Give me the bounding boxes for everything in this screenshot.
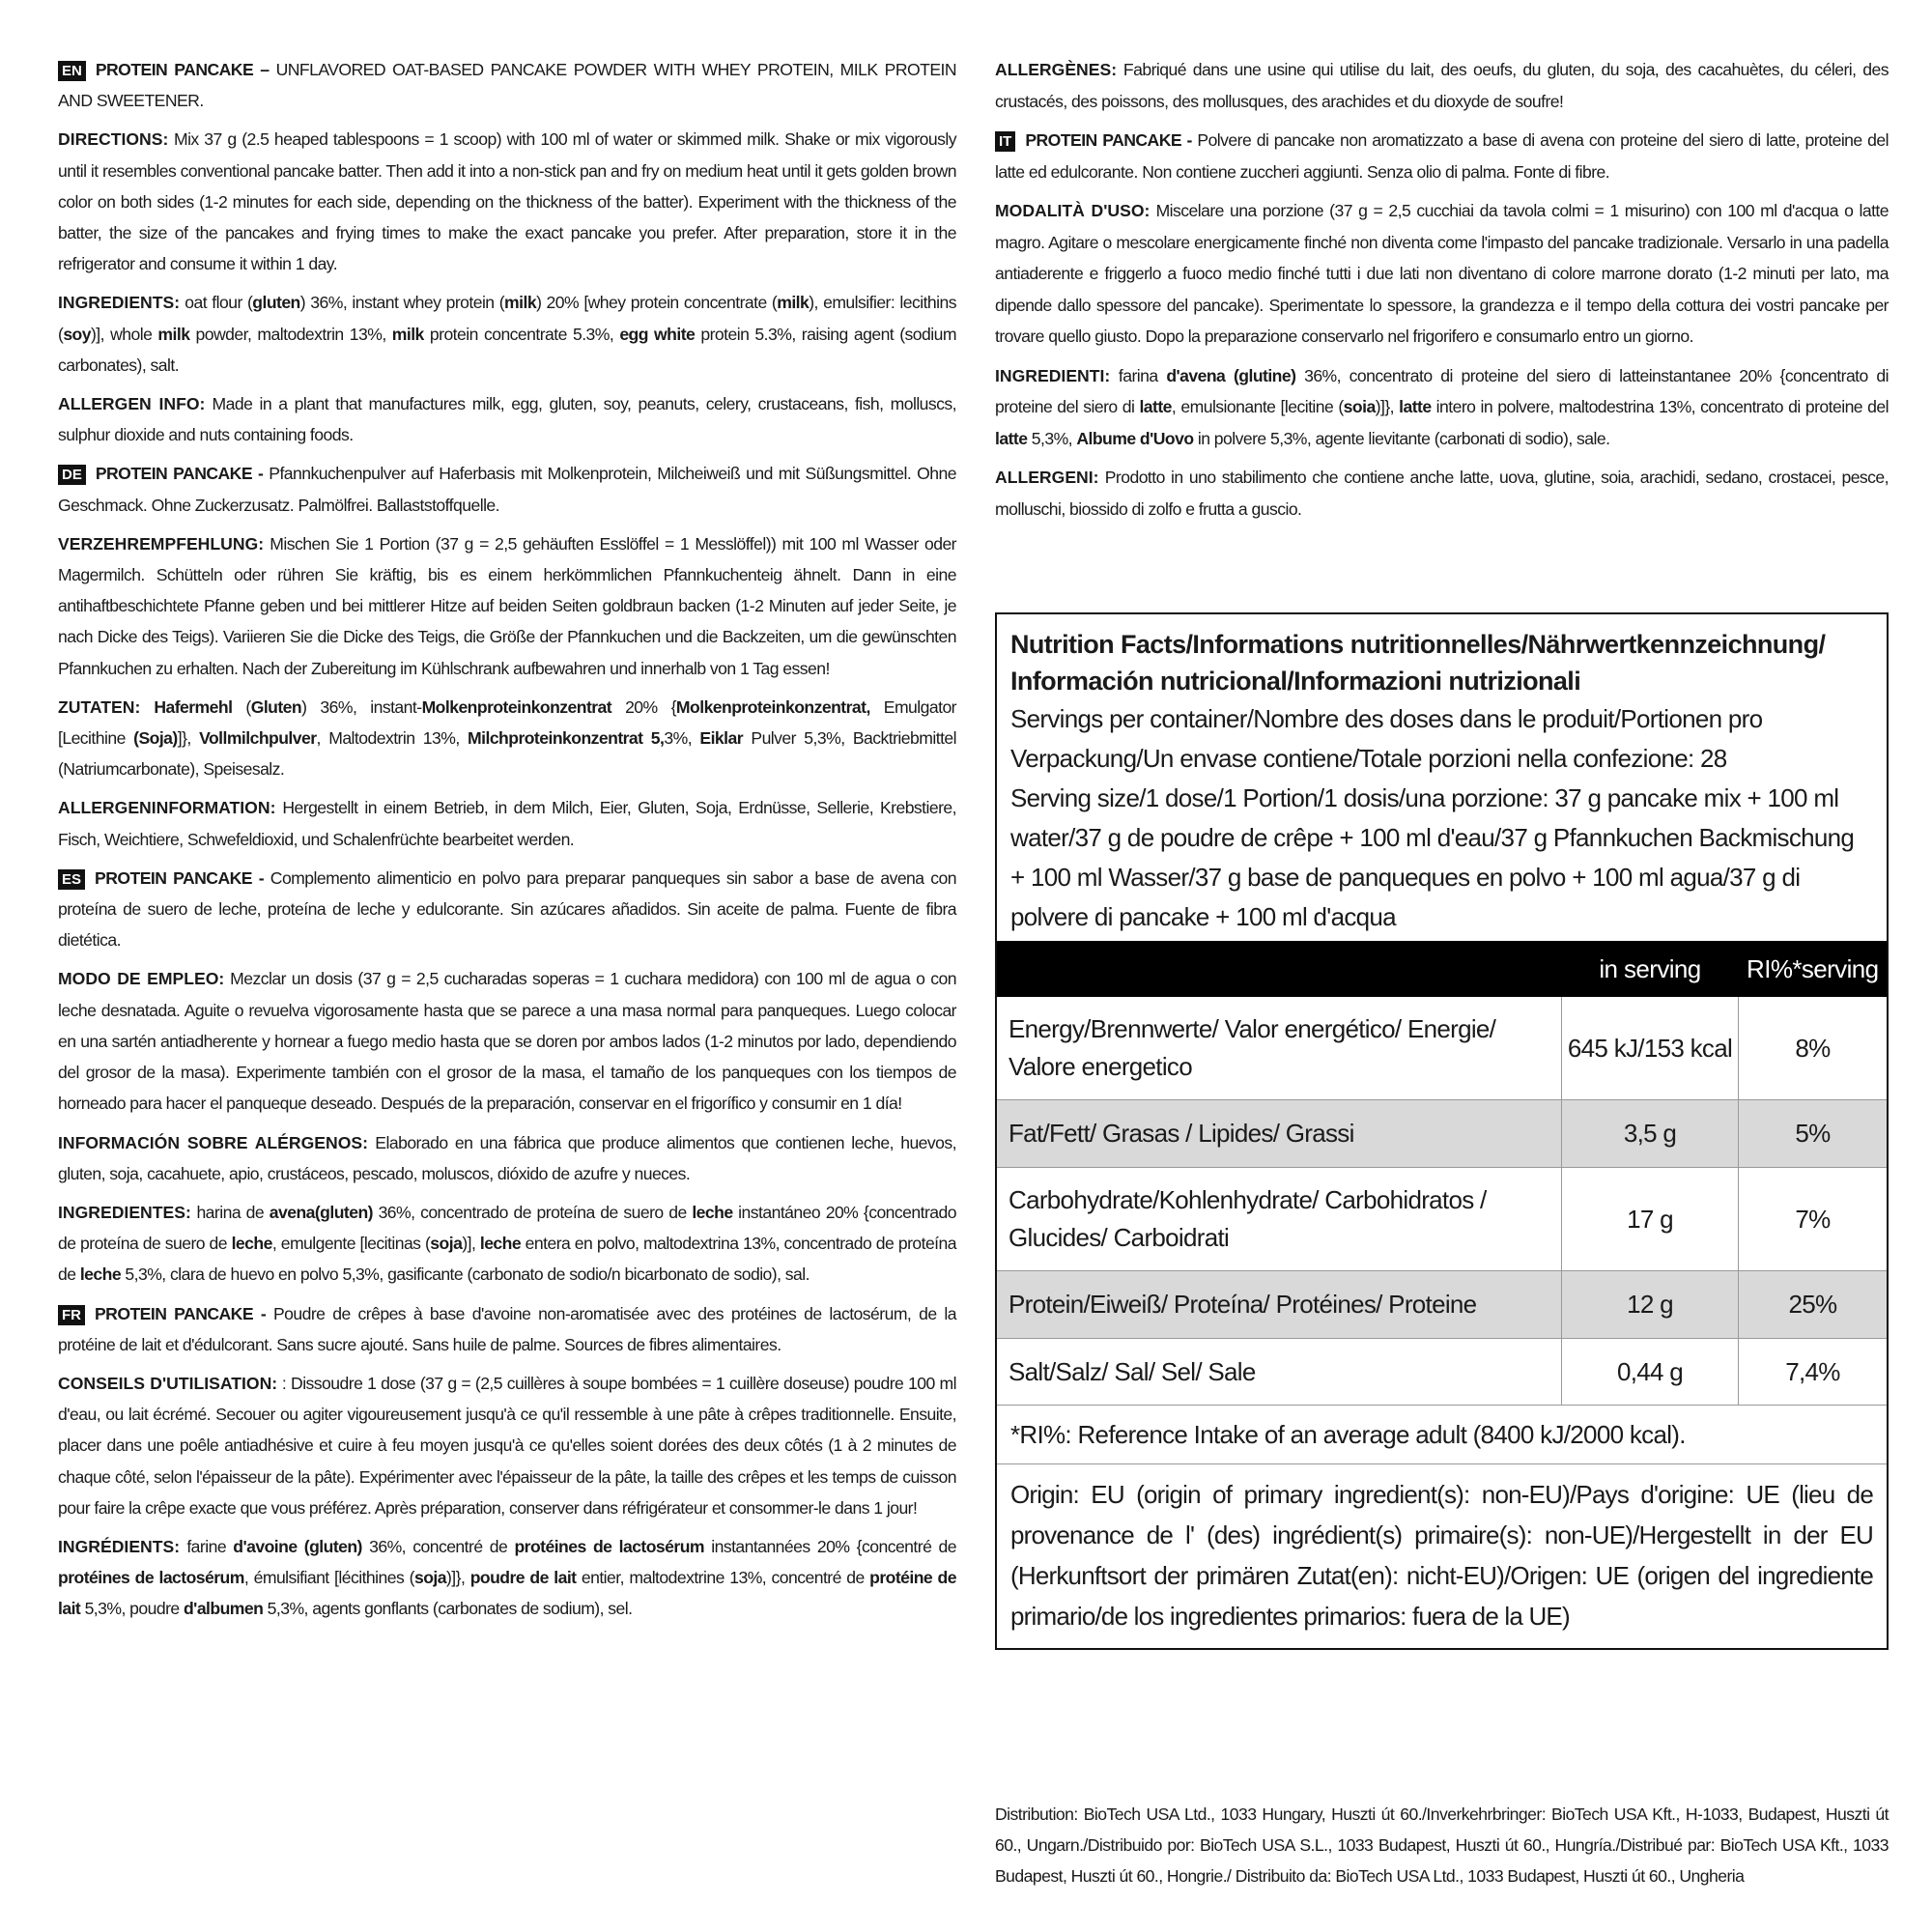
table-row <box>997 997 1887 1100</box>
en-intro <box>58 54 956 116</box>
fr-allergen-label: ALLERGÈNES: <box>995 60 1118 79</box>
es-allergen-label: INFORMACIÓN SOBRE ALÉRGENOS: <box>58 1132 368 1152</box>
it-intro <box>995 125 1889 187</box>
es-directions-label: MODO DE EMPLEO: <box>58 969 225 989</box>
ing-part: 36%, concentré de <box>361 1536 515 1556</box>
de-allergen-label: ALLERGENINFORMATION: <box>58 798 276 818</box>
ing-part: powder, maltodextrin 13%, <box>189 324 392 344</box>
ing-part: ]}, <box>177 728 200 749</box>
ing-allergen: Vollmilchpulver <box>199 728 317 749</box>
nutrition-table <box>997 941 1887 1406</box>
nutrition-facts-box <box>995 612 1889 1650</box>
ing-allergen: milk <box>391 324 424 344</box>
it-directions-text: Miscelare una porzione (37 g = 2,5 cucchiai da tavola colmi = 1 misurino) con 100 ml d'acqua o latte magro. Agitare o mescolare energicamente finché non diventa come l'impasto del pancake tradizionale. Versarlo in una padella antiaderente e friggerlo a fuoco medio finché tutti i due lati non diventano di colore marrone dorato (1-2 minuti per lato, ma dipende dallo spessore del pancake). Sperimentate lo spessore, la grandezza e il tempo della cottura dei vostri pancake per trovare quello giusto. Dopo la preparazione conservarlo nel frigorifero e consumarlo entro un giorno. <box>995 201 1889 346</box>
ing-part: farine <box>180 1536 234 1556</box>
ing-part: 5,3%, <box>1027 428 1077 448</box>
lang-badge-fr: FR <box>58 1305 85 1325</box>
ing-allergen: d'albumen <box>183 1599 264 1619</box>
table-row <box>997 1100 1887 1168</box>
ing-allergen: Milchproteinkonzentrat 5, <box>468 728 665 749</box>
ing-part: 36%, concentrato di proteine del siero di latteinstantanee 20% {concentrato di proteine del siero di <box>995 365 1889 416</box>
es-intro <box>58 863 956 956</box>
fr-intro <box>58 1298 956 1360</box>
ing-part: ( <box>232 696 251 717</box>
ing-allergen: egg white <box>619 324 696 344</box>
ing-part: ) 36%, instant- <box>301 696 422 717</box>
ing-allergen: d'avoine (gluten) <box>233 1536 362 1556</box>
ing-allergen: Albume d'Uovo <box>1076 428 1194 448</box>
nutrient-ri: 5% <box>1739 1100 1888 1168</box>
es-title: PROTEIN PANCAKE - <box>95 867 265 888</box>
ing-part: ), emulsifier: lecithins ( <box>58 293 957 344</box>
es-allergen <box>58 1127 956 1189</box>
servings-per-container: Servings per container/Nombre des doses dans le produit/Portionen pro Verpackung/Un envase contiene/Totale porzioni nella confezione: 28 <box>1010 704 1763 773</box>
de-ingredients <box>58 692 956 785</box>
ing-allergen: d'avena (glutine) <box>1166 365 1296 385</box>
ing-allergen: leche <box>231 1234 272 1254</box>
es-ingredients <box>58 1197 956 1291</box>
fr-directions-text: : Dissoudre 1 dose (37 g = (2,5 cuillères à soupe bombées = 1 cuillère doseuse) poudre 100 ml d'eau, ou lait écrémé. Secouer ou agiter vigoureusement jusqu'à ce qu'il ressemble à une pâte à crêpes traditionnelle. Ensuite, placer dans une poêle antiadhésive et cuire à feu moyen jusqu'à ce qu'elles soient dorées des deux côtés (1 à 2 minutes de chaque côté, selon l'épaisseur de la pâte). Expérimenter avec l'épaisseur de la pâte, la taille des crêpes et les temps de cuisson pour faire la crêpe exacte que vous préférez. Après préparation, conserver dans réfrigérateur et consommer-le dans 1 jour! <box>58 1373 956 1518</box>
ing-allergen: protéine de lait <box>58 1568 956 1619</box>
ing-part: ) 36%, instant whey protein ( <box>299 293 505 313</box>
ing-allergen: latte <box>1399 397 1432 416</box>
nutrient-value: 645 kJ/153 kcal <box>1562 997 1739 1100</box>
ing-allergen: soja <box>413 1568 446 1588</box>
ing-allergen: soia <box>1343 397 1376 416</box>
it-subtitle: Polvere di pancake non aromatizzato a base di avena con proteine del siero di latte, proteine del latte ed edulcorante. Non contiene zuccheri aggiunti. Senza olio di palma. Fonte di fibre. <box>995 130 1889 182</box>
ing-allergen: latte <box>995 428 1028 448</box>
ing-part: , Maltodextrin 13%, <box>316 728 469 749</box>
it-title: PROTEIN PANCAKE - <box>1025 130 1192 150</box>
ing-part: 36%, concentrado de proteína de suero de <box>372 1202 693 1222</box>
ing-allergen: milk <box>504 293 537 313</box>
fr-ingredients <box>58 1531 956 1625</box>
ing-part: , emulgente [lecitinas ( <box>271 1234 431 1254</box>
en-allergen <box>58 388 956 450</box>
nutrition-table-header <box>997 941 1887 997</box>
table-row <box>997 1168 1887 1271</box>
nutrition-title-2: Información nutricional/Informazioni nutrizionali <box>1010 667 1581 696</box>
it-allergen <box>995 462 1889 525</box>
ing-part: )], <box>462 1234 480 1254</box>
nutrient-name: Carbohydrate/Kohlenhydrate/ Carbohidratos / Glucides/ Carboidrati <box>997 1168 1562 1271</box>
ing-part: )], whole <box>90 324 158 344</box>
nutrient-value: 3,5 g <box>1562 1100 1739 1168</box>
ing-part: oat flour ( <box>180 293 253 313</box>
lang-badge-de: DE <box>58 465 86 485</box>
ing-part: entera en polvo, maltodextrina 13%, concentrado de proteína de <box>58 1234 956 1285</box>
de-ingredients-label: ZUTATEN: <box>58 696 141 717</box>
en-allergen-text: Made in a plant that manufactures milk, egg, gluten, soy, peanuts, celery, crustaceans, fish, molluscs, sulphur dioxide and nuts containing foods. <box>58 394 956 445</box>
fr-allergen-text: Fabriqué dans une usine qui utilise du lait, des oeufs, du gluten, du soja, des cacahuètes, du céleri, des crustacés, des poissons, des mollusques, des arachides et du dioxyde de soufre! <box>995 60 1889 111</box>
fr-title: PROTEIN PANCAKE - <box>95 1303 267 1323</box>
it-ingredients <box>995 360 1889 455</box>
origin-statement: Origin: EU (origin of primary ingredient(s): non-EU)/Pays d'origine: UE (lieu de provenance de l' (des) ingrédient(s) primaire(s): non-UE)/Hergestellt in der EU (Herkunftsort der primären Zutat(en): nicht-EU)/Origen: UE (origen del ingrediente primario/de los ingredientes primarios: fuera de la UE) <box>1010 1480 1873 1631</box>
serving-size: Serving size/1 dose/1 Portion/1 dosis/una porzione: 37 g pancake mix + 100 ml water/37 g de poudre de crêpe + 100 ml d'eau/37 g Pfannkuchen Backmischung + 100 ml Wasser/37 g base de panqueques en polvo + 100 ml agua/37 g di polvere di pancake + 100 ml d'acqua <box>1010 783 1855 931</box>
nutrient-name: Salt/Salz/ Sal/ Sel/ Sale <box>997 1339 1562 1406</box>
de-allergen-text: Hergestellt in einem Betrieb, in dem Milch, Eier, Gluten, Soja, Erdnüsse, Sellerie, Krebstiere, Fisch, Weichtiere, Schwefeldioxid, und Schalenfrüchte bearbeitet werden. <box>58 798 956 849</box>
it-ingredients-label: INGREDIENTI: <box>995 365 1111 385</box>
nutrition-header <box>997 614 1887 941</box>
ing-allergen: Hafermehl <box>154 696 233 717</box>
ing-allergen: (Soja) <box>133 728 178 749</box>
ing-allergen: gluten <box>252 293 300 313</box>
es-directions-text: Mezclar un dosis (37 g = 2,5 cucharadas soperas = 1 cuchara medidora) con 100 ml de agua o con leche desnatada. Aguite o revuelva vigorosamente hasta que se parece a una masa normal para panqueques. Luego colocar en una sartén antiadherente y hornear a fuego medio hasta que se doren por ambos lados (1-2 minutos por lado, dependiendo del grosor de la masa). Experimente también con el grosor de la masa, el tamaño de los panqueques con los tiempos de horneado para hacer el panqueque deseado. Después de la preparación, conservar en el frigorífico y consumir en 1 día! <box>58 969 956 1114</box>
ing-allergen: milk <box>777 293 810 313</box>
es-ingredients-label: INGREDIENTES: <box>58 1202 191 1222</box>
lang-badge-en: EN <box>58 61 86 81</box>
ing-part: Emulgator [Lecithine <box>58 696 956 749</box>
ing-allergen: latte <box>1139 397 1172 416</box>
fr-ingredients-label: INGRÉDIENTS: <box>58 1536 181 1556</box>
ing-part: protein concentrate 5.3%, <box>423 324 620 344</box>
en-directions-text: Mix 37 g (2.5 heaped tablespoons = 1 scoop) with 100 ml of water or skimmed milk. Shake or mix vigorously until it resembles conventional pancake batter. Then add it into a non-stick pan and fry on medium heat until it gets golden brown color on both sides (1-2 minutes for each side, depending on the thickness of the batter). Experiment with the thickness of the batter, the size of the pancakes and frying times to make the exact pancake you prefer. After preparation, store it in the refrigerator and consume it within 1 day. <box>58 129 956 274</box>
nutrient-value: 17 g <box>1562 1168 1739 1271</box>
ing-part: 5,3%, agents gonflants (carbonates de sodium), sel. <box>263 1599 633 1619</box>
nutrient-name: Energy/Brennwerte/ Valor energético/ Energie/ Valore energetico <box>997 997 1562 1100</box>
es-allergen-text: Elaborado en una fábrica que produce alimentos que contienen leche, huevos, gluten, soja, cacahuete, apio, crustáceos, pescado, moluscos, dióxido de azufre y nueces. <box>58 1132 956 1183</box>
de-intro <box>58 458 956 520</box>
header-in-serving: in serving <box>1562 941 1739 997</box>
ing-part: ) 20% [whey protein concentrate ( <box>536 293 778 313</box>
ing-part: 5,3%, clara de huevo en polvo 5,3%, gasificante (carbonato de sodio/n bicarbonato de sodio), sal. <box>121 1264 810 1285</box>
ing-part: Pulver 5,3%, Backtriebmittel (Natriumcarbonate), Speisesalz. <box>58 728 956 780</box>
nutrient-value: 12 g <box>1562 1271 1739 1339</box>
en-title: PROTEIN PANCAKE – <box>95 60 270 79</box>
ing-part: , emulsionante [lecitine ( <box>1171 397 1344 416</box>
right-column <box>995 54 1889 532</box>
it-directions-label: MODALITÀ D'USO: <box>995 201 1151 220</box>
ing-allergen: Molkenproteinkonzentrat, <box>675 696 870 717</box>
ing-part: in polvere 5,3%, agente lievitante (carbonati di sodio), sale. <box>1193 428 1610 448</box>
de-directions <box>58 528 956 684</box>
left-column <box>58 54 956 1633</box>
ing-allergen: leche <box>479 1234 522 1254</box>
ing-allergen: Gluten <box>250 696 302 717</box>
ri-footnote: *RI%: Reference Intake of an average adult (8400 kJ/2000 kcal). <box>997 1406 1887 1464</box>
en-directions <box>58 124 956 279</box>
distribution-info: Distribution: BioTech USA Ltd., 1033 Hungary, Huszti út 60./Inverkehrbringer: BioTech USA Kft., H-1033, Budapest, Huszti út 60., Ungarn./Distribuido por: BioTech USA S.L., 1033 Budapest, Huszti út 60., Hungría./Distribué par: BioTech USA Kft., 1033 Budapest, Huszti út 60., Hongrie./ Distribuito da: BioTech USA Ltd., 1033 Budapest, Huszti út 60., Ungheria <box>995 1804 1889 1886</box>
ing-allergen: protéines de lactosérum <box>514 1536 704 1556</box>
ing-part <box>140 697 154 717</box>
ing-allergen: poudre de lait <box>469 1568 577 1588</box>
header-ri-serving: RI%*serving <box>1739 941 1888 997</box>
ing-part: harina de <box>190 1202 270 1222</box>
ing-part: )]}, <box>445 1568 470 1588</box>
de-title: PROTEIN PANCAKE - <box>95 464 264 484</box>
nutrient-value: 0,44 g <box>1562 1339 1739 1406</box>
header-blank <box>997 941 1562 997</box>
de-allergen <box>58 792 956 854</box>
ing-allergen: soy <box>63 324 91 344</box>
ing-part: , émulsifiant [lécithines ( <box>243 1568 414 1588</box>
nutrient-ri: 8% <box>1739 997 1888 1100</box>
ing-allergen: leche <box>692 1202 733 1222</box>
ing-part: entier, maltodextrine 13%, concentré de <box>576 1568 870 1588</box>
ing-part: )]}, <box>1375 397 1400 416</box>
ing-allergen: Eiklar <box>699 728 744 749</box>
ing-part: instantannées 20% {concentré de <box>704 1536 957 1556</box>
nutrient-ri: 7,4% <box>1739 1339 1888 1406</box>
fr-directions-label: CONSEILS D'UTILISATION: <box>58 1373 278 1393</box>
ing-allergen: soja <box>430 1234 463 1254</box>
ing-allergen: leche <box>79 1264 122 1285</box>
table-row <box>997 1271 1887 1339</box>
lang-badge-it: IT <box>995 131 1015 152</box>
en-ingredients-label: INGREDIENTS: <box>58 293 181 313</box>
ing-part: 3%, <box>664 728 700 749</box>
it-allergen-text: Prodotto in uno stabilimento che contiene anche latte, uova, glutine, soia, arachidi, sedano, crostacei, pesce, molluschi, biossido di zolfo e frutta a guscio. <box>995 468 1889 519</box>
nutrient-name: Fat/Fett/ Grasas / Lipides/ Grassi <box>997 1100 1562 1168</box>
es-subtitle: Complemento alimenticio en polvo para preparar panqueques sin sabor a base de avena con proteína de suero de leche, proteína de leche y edulcorante. Sin azúcares añadidos. Sin aceite de palma. Fuente de fibra dietética. <box>58 867 956 951</box>
lang-badge-es: ES <box>58 869 85 890</box>
ing-allergen: milk <box>157 324 190 344</box>
it-directions <box>995 195 1889 353</box>
ing-allergen: protéines de lactosérum <box>58 1568 244 1588</box>
de-subtitle: Pfannkuchenpulver auf Haferbasis mit Molkenprotein, Milcheiweiß und mit Süßungsmittel. Ohne Geschmack. Ohne Zuckerzusatz. Palmölfrei. Ballaststoffquelle. <box>58 464 956 515</box>
fr-allergen <box>995 54 1889 117</box>
ing-part: intero in polvere, maltodestrina 13%, concentrato di proteine del <box>1431 397 1889 416</box>
en-allergen-label: ALLERGEN INFO: <box>58 394 206 414</box>
ing-allergen: avena(gluten) <box>269 1202 373 1222</box>
it-allergen-label: ALLERGENI: <box>995 468 1099 487</box>
ing-part: instantáneo 20% {concentrado de proteína de suero de <box>58 1202 956 1254</box>
de-directions-text: Mischen Sie 1 Portion (37 g = 2,5 gehäuften Esslöffel = 1 Messlöffel)) mit 100 ml Wasser oder Magermilch. Schütteln oder rühren Sie kräftig, bis es einem herkömmlichen Pfannkuchenteig ähnelt. Dann in eine antihaftbeschichtete Pfanne geben und bei mittlerer Hitze auf beiden Seiten goldbraun backen (1-2 Minuten auf jeder Seite, je nach Dicke des Teigs). Variieren Sie die Dicke des Teigs, die Größe der Pfannkuchen und die Backzeiten, um die gewünschten Pfannkuchen zu erhalten. Nach der Zubereitung im Kühlschrank aufbewahren und innerhalb von 1 Tag essen! <box>58 533 956 678</box>
nutrient-ri: 25% <box>1739 1271 1888 1339</box>
fr-directions <box>58 1368 956 1523</box>
ing-part: protein 5.3%, raising agent (sodium carbonates), salt. <box>58 324 956 375</box>
en-ingredients <box>58 287 956 381</box>
en-subtitle: UNFLAVORED OAT-BASED PANCAKE POWDER WITH WHEY PROTEIN, MILK PROTEIN AND SWEETENER. <box>58 60 957 111</box>
ing-allergen: Molkenproteinkonzentrat <box>421 696 612 717</box>
fr-subtitle: Poudre de crêpes à base d'avoine non-aromatisée avec des protéines de lactosérum, de la protéine de lait et d'édulcorant. Sans sucre ajouté. Sans huile de palme. Sources de fibres alimentaires. <box>58 1303 956 1354</box>
ing-part: farina <box>1110 365 1167 385</box>
de-directions-label: VERZEHREMPFEHLUNG: <box>58 533 265 554</box>
nutrient-ri: 7% <box>1739 1168 1888 1271</box>
en-directions-label: DIRECTIONS: <box>58 129 169 150</box>
es-directions <box>58 963 956 1119</box>
ing-part: 20% { <box>611 696 676 717</box>
nutrition-title-1: Nutrition Facts/Informations nutritionnelles/Nährwertkennzeichnung/ <box>1010 630 1826 659</box>
nutrient-name: Protein/Eiweiß/ Proteína/ Protéines/ Proteine <box>997 1271 1562 1339</box>
ing-part: 5,3%, poudre <box>80 1599 184 1619</box>
table-row <box>997 1339 1887 1406</box>
